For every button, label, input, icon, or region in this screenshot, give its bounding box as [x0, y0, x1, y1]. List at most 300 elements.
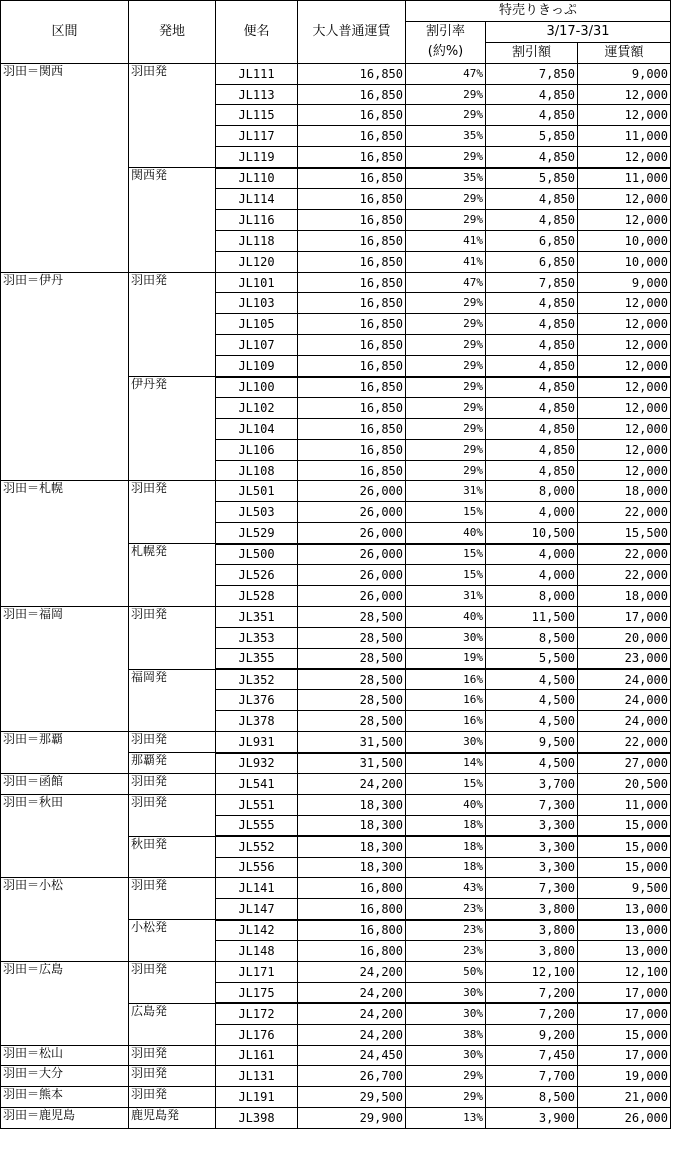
discount-amount: 4,000	[486, 565, 578, 586]
sale-fare: 22,000	[578, 502, 671, 523]
origin-name: 那覇発	[129, 753, 216, 774]
discount-amount: 3,800	[486, 941, 578, 962]
flight-number: JL931	[216, 732, 298, 753]
adult-fare: 16,850	[298, 356, 406, 377]
discount-rate: 29%	[406, 397, 486, 418]
discount-rate: 30%	[406, 627, 486, 648]
flight-number: JL376	[216, 690, 298, 711]
discount-rate: 16%	[406, 711, 486, 732]
flight-number: JL120	[216, 251, 298, 272]
discount-amount: 3,900	[486, 1108, 578, 1129]
origin-name: 羽田発	[129, 481, 216, 544]
flight-number: JL528	[216, 585, 298, 606]
discount-rate: 35%	[406, 168, 486, 189]
discount-amount: 5,850	[486, 126, 578, 147]
sale-fare: 12,000	[578, 397, 671, 418]
discount-amount: 4,500	[486, 711, 578, 732]
discount-amount: 4,850	[486, 377, 578, 398]
adult-fare: 16,800	[298, 878, 406, 899]
sale-fare: 18,000	[578, 585, 671, 606]
discount-amount: 4,850	[486, 189, 578, 210]
table-row	[1, 63, 671, 84]
discount-rate: 40%	[406, 794, 486, 815]
table-row	[1, 773, 671, 794]
adult-fare: 26,000	[298, 585, 406, 606]
discount-rate: 14%	[406, 753, 486, 774]
discount-rate: 15%	[406, 565, 486, 586]
sale-fare: 22,000	[578, 732, 671, 753]
flight-number: JL119	[216, 147, 298, 168]
flight-number: JL529	[216, 523, 298, 544]
adult-fare: 28,500	[298, 690, 406, 711]
section-name: 羽田＝関西	[1, 63, 129, 272]
flight-number: JL353	[216, 627, 298, 648]
sale-fare: 24,000	[578, 711, 671, 732]
sale-fare: 11,000	[578, 794, 671, 815]
discount-amount: 11,500	[486, 606, 578, 627]
flight-number: JL161	[216, 1045, 298, 1066]
discount-rate: 47%	[406, 63, 486, 84]
origin-name: 小松発	[129, 920, 216, 962]
adult-fare: 16,800	[298, 899, 406, 920]
flight-number: JL541	[216, 773, 298, 794]
discount-amount: 6,850	[486, 230, 578, 251]
origin-name: 羽田発	[129, 1066, 216, 1087]
adult-fare: 26,000	[298, 565, 406, 586]
discount-rate: 18%	[406, 857, 486, 878]
section-name: 羽田＝大分	[1, 1066, 129, 1087]
adult-fare: 26,000	[298, 481, 406, 502]
adult-fare: 26,000	[298, 523, 406, 544]
adult-fare: 24,200	[298, 961, 406, 982]
col-header-flight: 便名	[216, 1, 298, 64]
sale-fare: 10,000	[578, 230, 671, 251]
discount-amount: 3,300	[486, 815, 578, 836]
adult-fare: 16,850	[298, 397, 406, 418]
discount-amount: 7,850	[486, 63, 578, 84]
origin-name: 羽田発	[129, 1045, 216, 1066]
adult-fare: 28,500	[298, 606, 406, 627]
discount-rate: 40%	[406, 606, 486, 627]
sale-fare: 27,000	[578, 753, 671, 774]
col-header-price: 運賃額	[578, 42, 671, 63]
discount-amount: 10,500	[486, 523, 578, 544]
sale-fare: 12,000	[578, 439, 671, 460]
origin-name: 広島発	[129, 1003, 216, 1045]
flight-number: JL148	[216, 941, 298, 962]
adult-fare: 16,800	[298, 941, 406, 962]
adult-fare: 28,500	[298, 711, 406, 732]
discount-rate: 29%	[406, 209, 486, 230]
flight-number: JL105	[216, 314, 298, 335]
col-header-rate: 割引率	[406, 21, 486, 42]
flight-number: JL110	[216, 168, 298, 189]
sale-fare: 12,000	[578, 460, 671, 481]
discount-rate: 29%	[406, 460, 486, 481]
origin-name: 羽田発	[129, 606, 216, 669]
adult-fare: 16,850	[298, 189, 406, 210]
section-name: 羽田＝松山	[1, 1045, 129, 1066]
flight-number: JL355	[216, 648, 298, 669]
sale-fare: 24,000	[578, 690, 671, 711]
flight-number: JL147	[216, 899, 298, 920]
adult-fare: 18,300	[298, 857, 406, 878]
table-row	[1, 272, 671, 293]
discount-amount: 4,850	[486, 460, 578, 481]
discount-amount: 6,850	[486, 251, 578, 272]
adult-fare: 24,200	[298, 1024, 406, 1045]
discount-amount: 4,850	[486, 105, 578, 126]
adult-fare: 16,850	[298, 230, 406, 251]
adult-fare: 16,850	[298, 460, 406, 481]
flight-number: JL103	[216, 293, 298, 314]
discount-amount: 4,500	[486, 690, 578, 711]
origin-name: 羽田発	[129, 794, 216, 836]
discount-amount: 4,000	[486, 544, 578, 565]
discount-rate: 19%	[406, 648, 486, 669]
discount-rate: 41%	[406, 251, 486, 272]
origin-name: 羽田発	[129, 1087, 216, 1108]
section-name: 羽田＝広島	[1, 961, 129, 1045]
origin-name: 秋田発	[129, 836, 216, 878]
col-header-rate-unit: (約%)	[406, 42, 486, 63]
sale-fare: 24,000	[578, 669, 671, 690]
adult-fare: 26,000	[298, 502, 406, 523]
discount-rate: 40%	[406, 523, 486, 544]
discount-rate: 23%	[406, 941, 486, 962]
adult-fare: 31,500	[298, 732, 406, 753]
sale-fare: 13,000	[578, 920, 671, 941]
flight-number: JL398	[216, 1108, 298, 1129]
origin-name: 羽田発	[129, 272, 216, 376]
sale-fare: 17,000	[578, 982, 671, 1003]
origin-name: 福岡発	[129, 669, 216, 732]
sale-fare: 21,000	[578, 1087, 671, 1108]
sale-fare: 12,000	[578, 314, 671, 335]
col-header-origin: 発地	[129, 1, 216, 64]
flight-number: JL106	[216, 439, 298, 460]
origin-name: 羽田発	[129, 732, 216, 753]
adult-fare: 29,900	[298, 1108, 406, 1129]
discount-amount: 8,000	[486, 585, 578, 606]
flight-number: JL378	[216, 711, 298, 732]
adult-fare: 16,850	[298, 251, 406, 272]
adult-fare: 24,450	[298, 1045, 406, 1066]
discount-amount: 4,850	[486, 293, 578, 314]
section-name: 羽田＝伊丹	[1, 272, 129, 481]
flight-number: JL556	[216, 857, 298, 878]
discount-rate: 30%	[406, 982, 486, 1003]
section-name: 羽田＝小松	[1, 878, 129, 962]
adult-fare: 31,500	[298, 753, 406, 774]
origin-name: 羽田発	[129, 961, 216, 1003]
discount-amount: 7,850	[486, 272, 578, 293]
section-name: 羽田＝函館	[1, 773, 129, 794]
discount-amount: 4,500	[486, 669, 578, 690]
flight-number: JL114	[216, 189, 298, 210]
header-row-1	[1, 1, 671, 22]
discount-amount: 3,700	[486, 773, 578, 794]
discount-amount: 3,300	[486, 857, 578, 878]
table-row	[1, 1087, 671, 1108]
discount-amount: 4,850	[486, 397, 578, 418]
table-row	[1, 878, 671, 899]
discount-rate: 18%	[406, 836, 486, 857]
flight-number: JL118	[216, 230, 298, 251]
discount-amount: 12,100	[486, 961, 578, 982]
sale-fare: 9,000	[578, 63, 671, 84]
discount-rate: 35%	[406, 126, 486, 147]
sale-fare: 15,000	[578, 1024, 671, 1045]
sale-fare: 11,000	[578, 168, 671, 189]
discount-amount: 8,000	[486, 481, 578, 502]
flight-number: JL117	[216, 126, 298, 147]
col-header-section: 区間	[1, 1, 129, 64]
discount-amount: 8,500	[486, 627, 578, 648]
discount-amount: 5,500	[486, 648, 578, 669]
flight-number: JL116	[216, 209, 298, 230]
flight-number: JL108	[216, 460, 298, 481]
origin-name: 札幌発	[129, 544, 216, 607]
adult-fare: 24,200	[298, 1003, 406, 1024]
flight-number: JL101	[216, 272, 298, 293]
adult-fare: 16,850	[298, 418, 406, 439]
sale-fare: 12,000	[578, 147, 671, 168]
sale-fare: 10,000	[578, 251, 671, 272]
discount-rate: 41%	[406, 230, 486, 251]
adult-fare: 16,850	[298, 126, 406, 147]
table-row	[1, 1045, 671, 1066]
flight-number: JL131	[216, 1066, 298, 1087]
discount-rate: 16%	[406, 690, 486, 711]
adult-fare: 16,850	[298, 293, 406, 314]
adult-fare: 16,850	[298, 84, 406, 105]
discount-amount: 4,850	[486, 314, 578, 335]
table-row	[1, 961, 671, 982]
flight-number: JL555	[216, 815, 298, 836]
sale-fare: 13,000	[578, 941, 671, 962]
discount-rate: 29%	[406, 1066, 486, 1087]
sale-fare: 12,000	[578, 189, 671, 210]
adult-fare: 26,000	[298, 544, 406, 565]
discount-amount: 4,850	[486, 335, 578, 356]
discount-rate: 15%	[406, 773, 486, 794]
sale-fare: 26,000	[578, 1108, 671, 1129]
discount-amount: 4,850	[486, 439, 578, 460]
discount-amount: 4,850	[486, 418, 578, 439]
flight-number: JL113	[216, 84, 298, 105]
flight-number: JL142	[216, 920, 298, 941]
sale-fare: 12,000	[578, 418, 671, 439]
discount-rate: 30%	[406, 732, 486, 753]
discount-rate: 29%	[406, 293, 486, 314]
sale-fare: 18,000	[578, 481, 671, 502]
discount-amount: 4,850	[486, 147, 578, 168]
discount-rate: 29%	[406, 189, 486, 210]
flight-number: JL551	[216, 794, 298, 815]
adult-fare: 24,200	[298, 982, 406, 1003]
col-header-discount: 割引額	[486, 42, 578, 63]
origin-name: 羽田発	[129, 63, 216, 167]
adult-fare: 16,800	[298, 920, 406, 941]
sale-fare: 12,100	[578, 961, 671, 982]
sale-fare: 9,000	[578, 272, 671, 293]
table-row	[1, 794, 671, 815]
discount-rate: 29%	[406, 1087, 486, 1108]
flight-number: JL176	[216, 1024, 298, 1045]
section-name: 羽田＝秋田	[1, 794, 129, 878]
group-header-special-ticket: 特売りきっぷ	[406, 1, 671, 22]
adult-fare: 28,500	[298, 627, 406, 648]
discount-amount: 7,300	[486, 794, 578, 815]
flight-number: JL932	[216, 753, 298, 774]
discount-rate: 31%	[406, 481, 486, 502]
discount-amount: 3,800	[486, 899, 578, 920]
sale-fare: 22,000	[578, 544, 671, 565]
flight-number: JL107	[216, 335, 298, 356]
flight-number: JL552	[216, 836, 298, 857]
adult-fare: 16,850	[298, 147, 406, 168]
period-header: 3/17-3/31	[486, 21, 671, 42]
discount-rate: 29%	[406, 377, 486, 398]
adult-fare: 16,850	[298, 209, 406, 230]
discount-amount: 4,850	[486, 84, 578, 105]
adult-fare: 18,300	[298, 815, 406, 836]
adult-fare: 16,850	[298, 335, 406, 356]
section-name: 羽田＝福岡	[1, 606, 129, 731]
discount-rate: 13%	[406, 1108, 486, 1129]
adult-fare: 16,850	[298, 63, 406, 84]
discount-rate: 29%	[406, 84, 486, 105]
discount-rate: 50%	[406, 961, 486, 982]
flight-number: JL500	[216, 544, 298, 565]
flight-number: JL102	[216, 397, 298, 418]
sale-fare: 12,000	[578, 293, 671, 314]
adult-fare: 29,500	[298, 1087, 406, 1108]
table-row	[1, 1108, 671, 1129]
adult-fare: 16,850	[298, 105, 406, 126]
flight-number: JL503	[216, 502, 298, 523]
origin-name: 羽田発	[129, 878, 216, 920]
section-name: 羽田＝那覇	[1, 732, 129, 774]
discount-amount: 8,500	[486, 1087, 578, 1108]
sale-fare: 13,000	[578, 899, 671, 920]
discount-rate: 29%	[406, 356, 486, 377]
flight-number: JL115	[216, 105, 298, 126]
sale-fare: 19,000	[578, 1066, 671, 1087]
sale-fare: 9,500	[578, 878, 671, 899]
sale-fare: 15,000	[578, 857, 671, 878]
discount-amount: 4,500	[486, 753, 578, 774]
flight-number: JL172	[216, 1003, 298, 1024]
discount-amount: 3,800	[486, 920, 578, 941]
discount-amount: 4,000	[486, 502, 578, 523]
discount-rate: 30%	[406, 1045, 486, 1066]
adult-fare: 16,850	[298, 314, 406, 335]
flight-number: JL100	[216, 377, 298, 398]
discount-rate: 18%	[406, 815, 486, 836]
adult-fare: 28,500	[298, 648, 406, 669]
discount-rate: 29%	[406, 105, 486, 126]
discount-rate: 29%	[406, 314, 486, 335]
discount-rate: 29%	[406, 335, 486, 356]
section-name: 羽田＝札幌	[1, 481, 129, 606]
col-header-fare: 大人普通運賃	[298, 1, 406, 64]
flight-number: JL104	[216, 418, 298, 439]
flight-number: JL171	[216, 961, 298, 982]
discount-amount: 7,300	[486, 878, 578, 899]
adult-fare: 18,300	[298, 836, 406, 857]
origin-name: 関西発	[129, 168, 216, 272]
flight-number: JL175	[216, 982, 298, 1003]
sale-fare: 22,000	[578, 565, 671, 586]
discount-rate: 43%	[406, 878, 486, 899]
flight-number: JL352	[216, 669, 298, 690]
adult-fare: 28,500	[298, 669, 406, 690]
origin-name: 鹿児島発	[129, 1108, 216, 1129]
sale-fare: 15,000	[578, 815, 671, 836]
discount-amount: 5,850	[486, 168, 578, 189]
sale-fare: 12,000	[578, 377, 671, 398]
flight-number: JL526	[216, 565, 298, 586]
sale-fare: 20,500	[578, 773, 671, 794]
discount-amount: 9,500	[486, 732, 578, 753]
table-row	[1, 1066, 671, 1087]
flight-number: JL501	[216, 481, 298, 502]
sale-fare: 15,500	[578, 523, 671, 544]
adult-fare: 16,850	[298, 168, 406, 189]
discount-amount: 7,200	[486, 1003, 578, 1024]
flight-number: JL351	[216, 606, 298, 627]
flight-number: JL141	[216, 878, 298, 899]
table-row	[1, 732, 671, 753]
discount-rate: 23%	[406, 920, 486, 941]
discount-amount: 4,850	[486, 356, 578, 377]
sale-fare: 12,000	[578, 209, 671, 230]
discount-rate: 30%	[406, 1003, 486, 1024]
table-row	[1, 481, 671, 502]
sale-fare: 17,000	[578, 606, 671, 627]
flight-number: JL191	[216, 1087, 298, 1108]
discount-rate: 29%	[406, 418, 486, 439]
sale-fare: 11,000	[578, 126, 671, 147]
adult-fare: 26,700	[298, 1066, 406, 1087]
discount-rate: 15%	[406, 544, 486, 565]
section-name: 羽田＝熊本	[1, 1087, 129, 1108]
sale-fare: 15,000	[578, 836, 671, 857]
origin-name: 羽田発	[129, 773, 216, 794]
discount-rate: 16%	[406, 669, 486, 690]
adult-fare: 16,850	[298, 377, 406, 398]
sale-fare: 17,000	[578, 1045, 671, 1066]
discount-amount: 7,200	[486, 982, 578, 1003]
discount-rate: 29%	[406, 147, 486, 168]
discount-amount: 3,300	[486, 836, 578, 857]
sale-fare: 12,000	[578, 105, 671, 126]
discount-rate: 38%	[406, 1024, 486, 1045]
discount-rate: 47%	[406, 272, 486, 293]
flight-number: JL109	[216, 356, 298, 377]
discount-amount: 7,700	[486, 1066, 578, 1087]
adult-fare: 16,850	[298, 272, 406, 293]
discount-rate: 15%	[406, 502, 486, 523]
discount-rate: 31%	[406, 585, 486, 606]
origin-name: 伊丹発	[129, 377, 216, 481]
discount-amount: 4,850	[486, 209, 578, 230]
adult-fare: 16,850	[298, 439, 406, 460]
sale-fare: 20,000	[578, 627, 671, 648]
table-row	[1, 606, 671, 627]
